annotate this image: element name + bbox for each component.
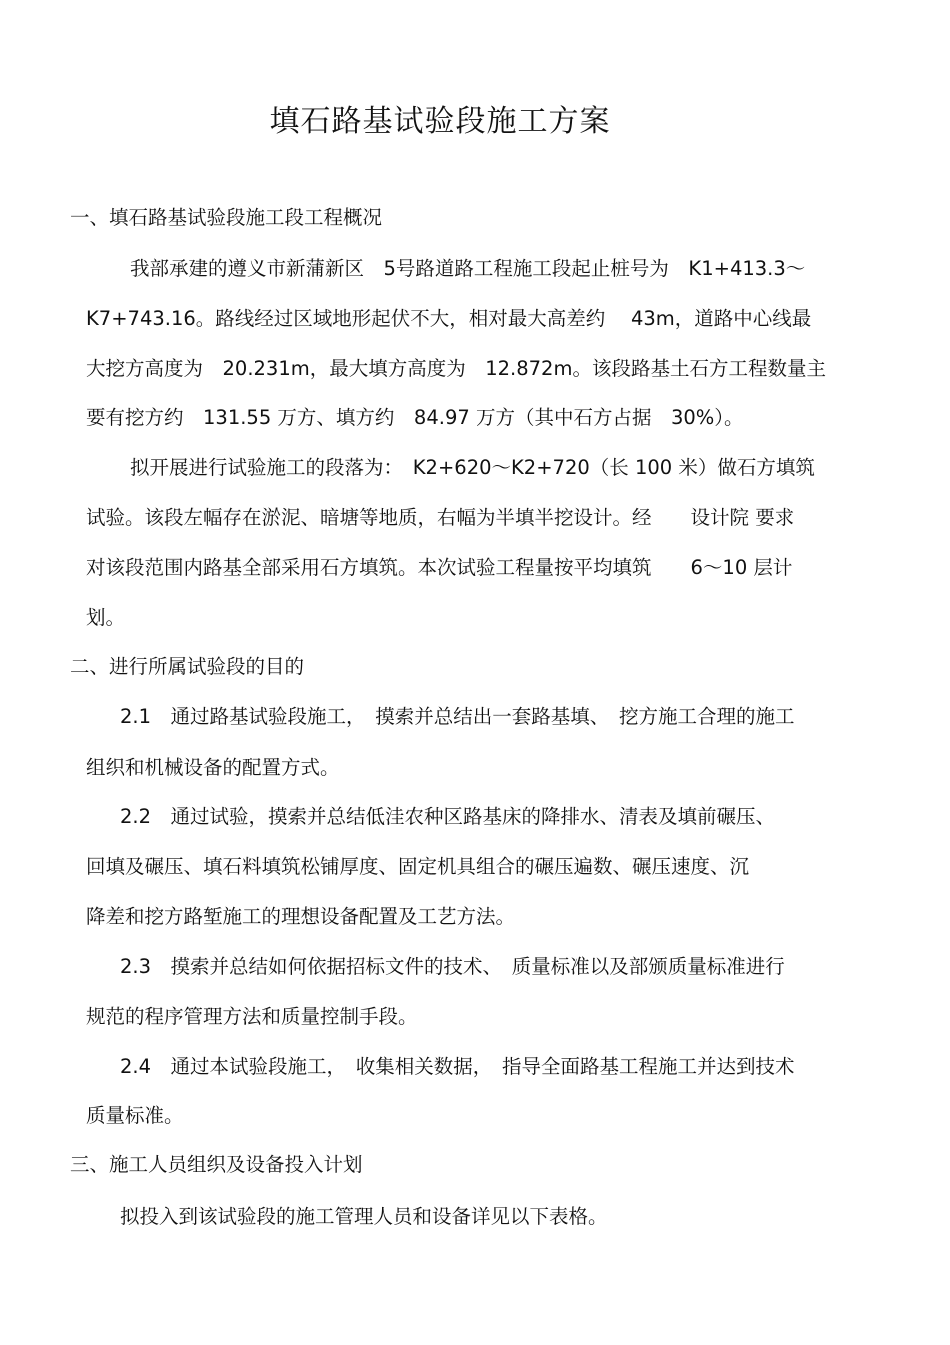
paragraph-line: 大挖方高度为 20.231m，最大填方高度为 12.872m。该段路基土石方工程数量主 (86, 357, 826, 380)
paragraph-line: 拟投入到该试验段的施工管理人员和设备详见以下表格。 (120, 1205, 608, 1228)
paragraph-line: 规范的程序管理方法和质量控制手段。 (86, 1005, 418, 1028)
paragraph-line: 2.3 摸索并总结如何依据招标文件的技术、 质量标准以及部颁质量标准进行 (120, 955, 785, 978)
paragraph-line: 2.2 通过试验，摸索并总结低洼农种区路基床的降排水、清表及填前碾压、 (120, 805, 776, 828)
paragraph-line: 回填及碾压、填石料填筑松铺厚度、固定机具组合的碾压遍数、碾压速度、沉 (86, 855, 750, 878)
paragraph-line: 试验。该段左幅存在淤泥、暗塘等地质，右幅为半填半挖设计。经 设计院 要求 (86, 506, 795, 529)
paragraph-line: 质量标准。 (86, 1104, 184, 1127)
paragraph-line: 2.4 通过本试验段施工， 收集相关数据， 指导全面路基工程施工并达到技术 (120, 1055, 795, 1078)
paragraph-line: 拟开展进行试验施工的段落为： K2+620～K2+720（长 100 米）做石方填筑 (130, 456, 815, 479)
paragraph-line: K7+743.16。路线经过区域地形起伏不大，相对最大高差约 43m，道路中心线最 (86, 307, 812, 330)
paragraph-line: 我部承建的遵义市新蒲新区 5号路道路工程施工段起止桩号为 K1+413.3～ (130, 257, 806, 280)
paragraph-line: 划。 (86, 606, 126, 629)
document-title: 填石路基试验段施工方案 (269, 104, 611, 139)
paragraph-line: 组织和机械设备的配置方式。 (86, 756, 340, 779)
paragraph-line: 2.1 通过路基试验段施工， 摸索并总结出一套路基填、 挖方施工合理的施工 (120, 705, 795, 728)
section-heading-1: 一、填石路基试验段施工段工程概况 (70, 206, 383, 229)
section-heading-2: 二、进行所属试验段的目的 (70, 655, 305, 678)
paragraph-line: 要有挖方约 131.55 万方、填方约 84.97 万方（其中石方占据 30%）。 (86, 406, 744, 429)
paragraph-line: 降差和挖方路堑施工的理想设备配置及工艺方法。 (86, 905, 516, 928)
section-heading-3: 三、施工人员组织及设备投入计划 (70, 1153, 363, 1176)
paragraph-line: 对该段范围内路基全部采用石方填筑。本次试验工程量按平均填筑 6～10 层计 (86, 556, 793, 579)
